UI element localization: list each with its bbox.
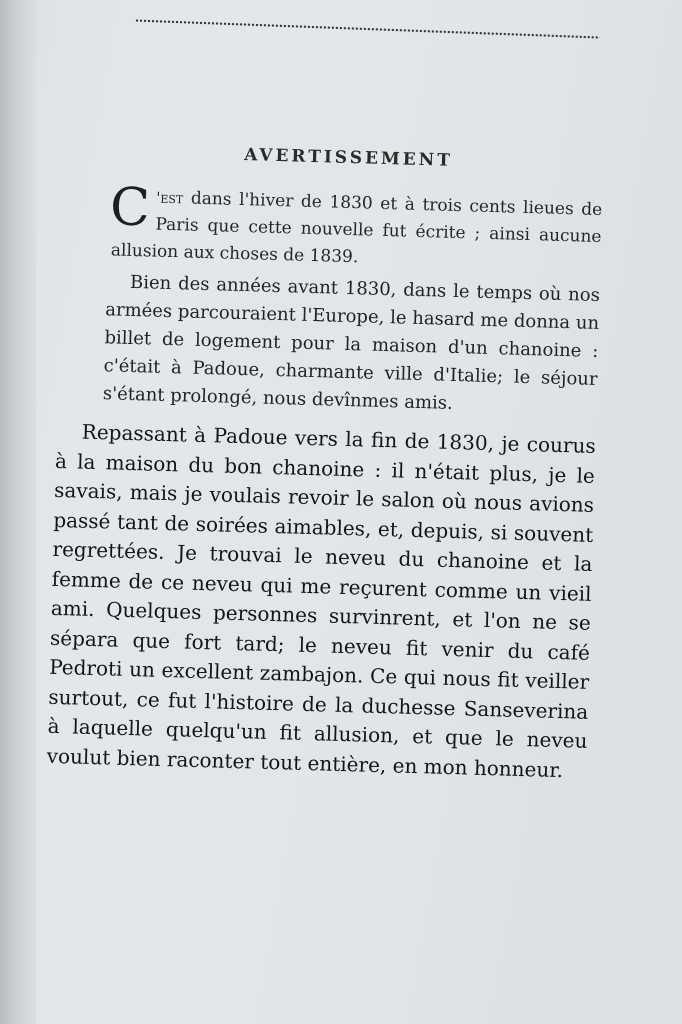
paragraph-1-smallcaps: 'est: [155, 188, 184, 208]
paragraph-2: Bien des années avant 1830, dans le temps où nos armées parcouraient l'Europe, le hasard me donna un billet de logement pour la maison d'un chanoine : c'était à Padoue, charmante ville d'Italie; le séjour s'étant prolongé, nous devînmes amis.: [102, 271, 601, 414]
dotted-rule: [135, 16, 600, 43]
page-heading: AVERTISSEMENT: [244, 145, 454, 171]
paragraph-1: [61, 177, 603, 278]
book-gutter: [0, 0, 36, 1024]
drop-cap: C: [109, 177, 151, 239]
paragraph-3: Repassant à Padoue vers la fin de 1830, je courus à la maison du bon chanoine : il n'était plus, je le savais, mais je voulais revoir le salon où nous avions passé tant de soirées aimables, et, depuis, si souvent regrettées. Je trouvai le neveu du chanoine et la femme de ce neveu qui me reçurent comme un vieil ami. Quelques personnes survinrent, et l'on ne se sépara que fort tard; le neveu fit venir du café Pedroti un excellent zambajon. Ce qui nous fit veiller surtout, ce fut l'histoire de la duchesse Sanseverina à laquelle quelqu'un fit allusion, et que le neveu voulut bien raconter tout entière, en mon honneur.: [46, 419, 596, 782]
paragraph-1-text: dans l'hiver de 1830 et à trois cents lieues de Paris que cette nouvelle fut écrite ; ainsi aucune allusion aux choses de 1839.: [110, 188, 603, 268]
text-block: [46, 140, 603, 786]
